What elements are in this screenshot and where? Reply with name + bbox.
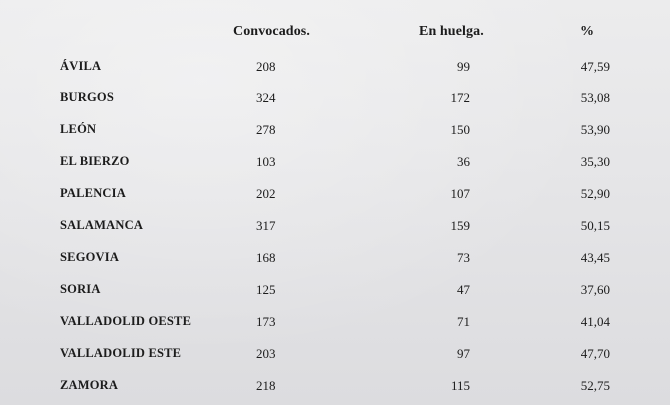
table-row bbox=[0, 90, 670, 110]
row-convocados: 218 bbox=[256, 378, 276, 393]
row-convocados: 203 bbox=[256, 346, 276, 361]
row-name: ZAMORA bbox=[60, 378, 119, 392]
row-en-huelga: 71 bbox=[457, 314, 470, 329]
row-en-huelga: 159 bbox=[450, 218, 470, 233]
row-percent: 41,04 bbox=[580, 314, 610, 329]
table-row bbox=[0, 378, 670, 398]
row-percent: 47,70 bbox=[580, 346, 610, 361]
row-name: ÁVILA bbox=[60, 59, 102, 73]
row-convocados: 125 bbox=[256, 282, 276, 297]
row-name: LEÓN bbox=[60, 122, 97, 136]
row-convocados: 317 bbox=[256, 218, 276, 233]
row-en-huelga: 47 bbox=[457, 282, 470, 297]
row-name: SEGOVIA bbox=[60, 250, 120, 264]
row-name: SORIA bbox=[60, 282, 101, 296]
row-convocados: 208 bbox=[256, 59, 276, 74]
row-name: PALENCIA bbox=[60, 186, 126, 200]
table-row bbox=[0, 59, 670, 79]
row-percent: 50,15 bbox=[580, 218, 610, 233]
row-percent: 37,60 bbox=[580, 282, 610, 297]
row-name: BURGOS bbox=[60, 90, 114, 104]
table-row bbox=[0, 346, 670, 366]
row-percent: 53,90 bbox=[580, 122, 610, 137]
row-percent: 52,90 bbox=[580, 186, 610, 201]
row-convocados: 278 bbox=[256, 122, 276, 137]
row-convocados: 103 bbox=[256, 154, 276, 169]
row-en-huelga: 107 bbox=[450, 186, 470, 201]
table-row bbox=[0, 122, 670, 142]
row-en-huelga: 99 bbox=[457, 59, 470, 74]
row-name: SALAMANCA bbox=[60, 218, 144, 232]
row-convocados: 324 bbox=[256, 90, 276, 105]
table-row bbox=[0, 154, 670, 174]
row-name: EL BIERZO bbox=[60, 154, 130, 168]
row-percent: 53,08 bbox=[580, 90, 610, 105]
row-convocados: 173 bbox=[256, 314, 276, 329]
table-row bbox=[0, 218, 670, 238]
header-en-huelga: En huelga. bbox=[419, 24, 484, 39]
table-row bbox=[0, 186, 670, 206]
table-row bbox=[0, 314, 670, 334]
row-en-huelga: 36 bbox=[457, 154, 470, 169]
row-en-huelga: 73 bbox=[457, 250, 470, 265]
row-percent: 43,45 bbox=[580, 250, 610, 265]
header-percent: % bbox=[580, 24, 595, 39]
table-row bbox=[0, 250, 670, 270]
row-percent: 47,59 bbox=[580, 59, 610, 74]
row-convocados: 202 bbox=[256, 186, 276, 201]
row-convocados: 168 bbox=[256, 250, 276, 265]
row-percent: 52,75 bbox=[580, 378, 610, 393]
header-convocados: Convocados. bbox=[233, 24, 310, 39]
row-percent: 35,30 bbox=[580, 154, 610, 169]
row-en-huelga: 115 bbox=[450, 378, 470, 393]
row-en-huelga: 150 bbox=[450, 122, 470, 137]
row-name: VALLADOLID OESTE bbox=[60, 314, 192, 328]
row-name: VALLADOLID ESTE bbox=[60, 346, 182, 360]
row-en-huelga: 172 bbox=[450, 90, 470, 105]
table-row bbox=[0, 282, 670, 302]
row-en-huelga: 97 bbox=[457, 346, 470, 361]
